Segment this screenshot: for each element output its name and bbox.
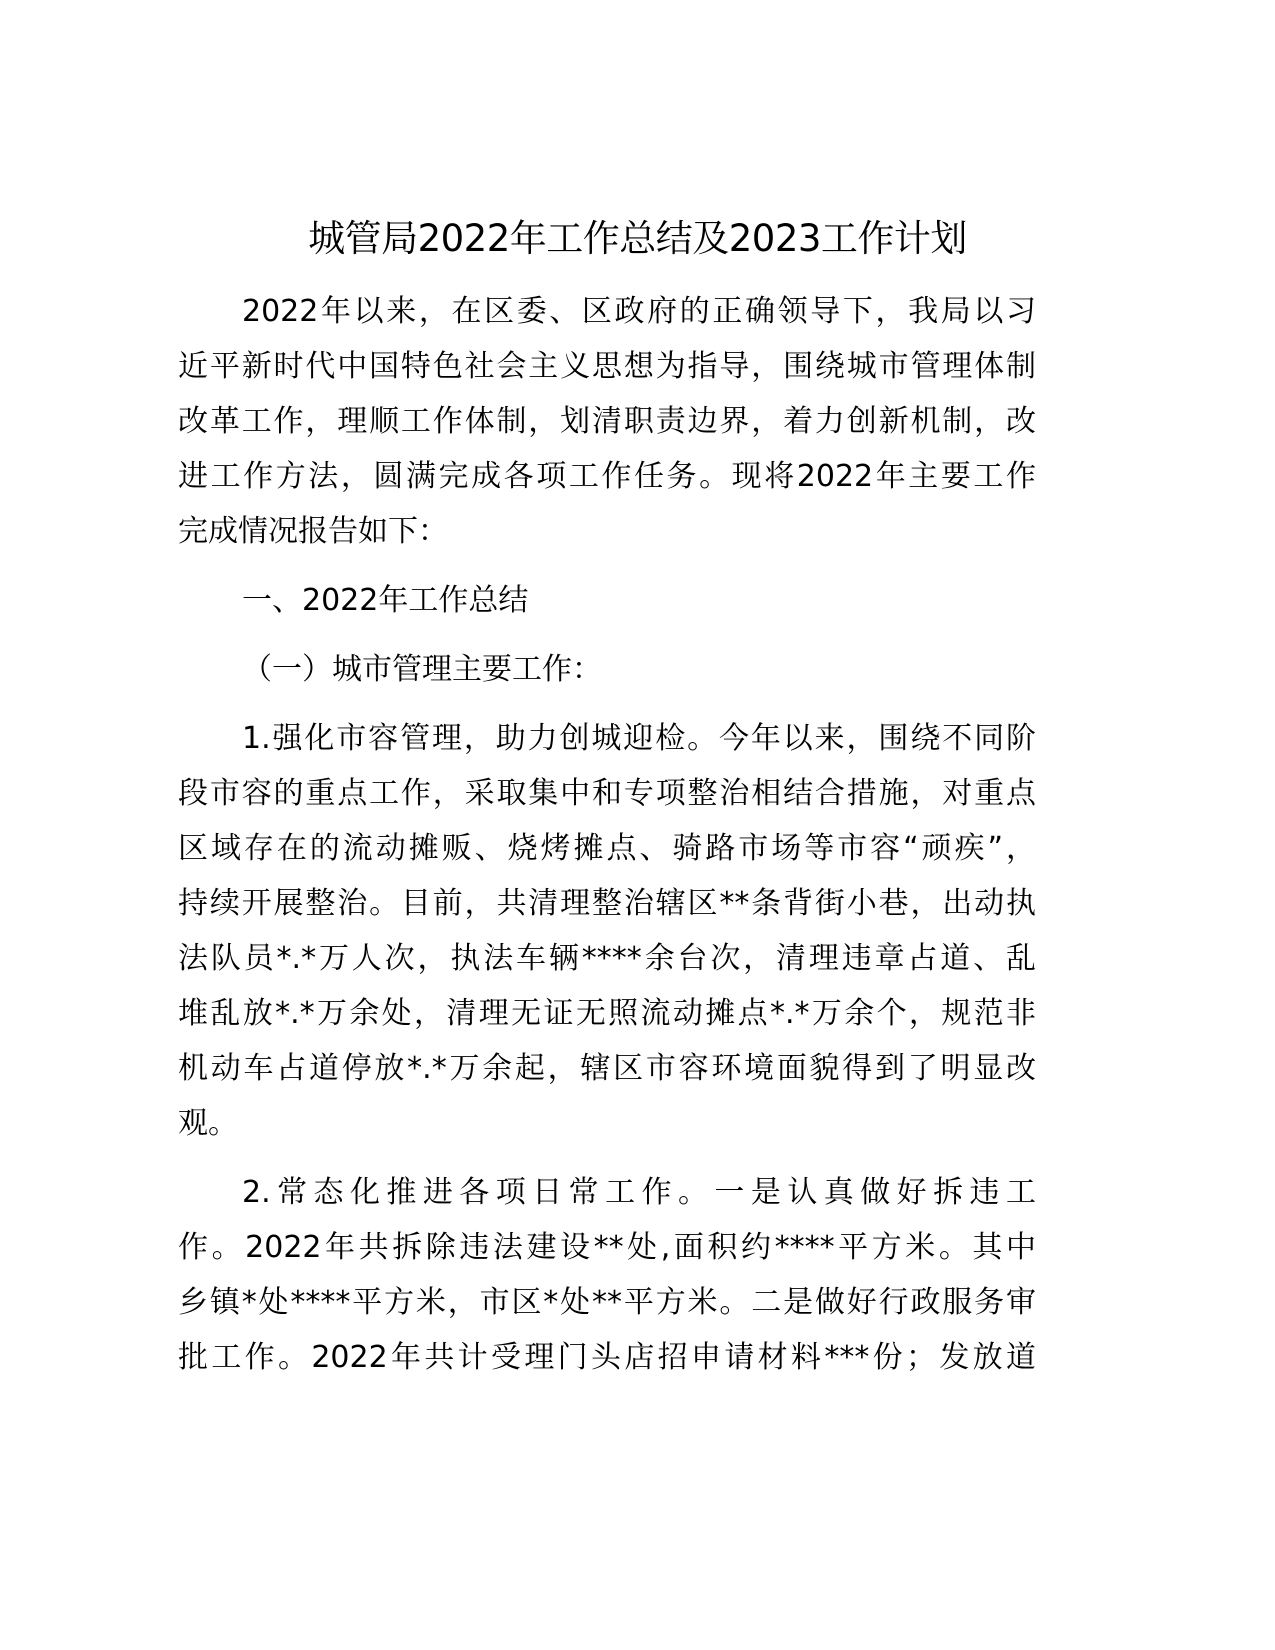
text-line: 乡镇*处****平方米，市区*处**平方米。二是做好行政服务审 (178, 1285, 1036, 1320)
paragraph (178, 284, 1036, 559)
text-line: 改革工作，理顺工作体制，划清职责边界，着力创新机制，改 (178, 404, 1036, 439)
text-line: 段市容的重点工作，采取集中和专项整治相结合措施，对重点 (178, 776, 1036, 811)
text-line: 完成情况报告如下： (178, 514, 448, 549)
paragraph (178, 573, 1036, 628)
text-line: 区域存在的流动摊贩、烧烤摊点、骑路市场等市容“顽疾”， (178, 831, 1036, 866)
text-line: 进工作方法，圆满完成各项工作任务。现将2022年主要工作 (178, 459, 1036, 494)
paragraph (178, 1165, 1036, 1385)
text-line: 1.强化市容管理，助力创城迎检。今年以来，围绕不同阶 (242, 721, 1036, 756)
text-line: 持续开展整治。目前，共清理整治辖区**条背街小巷，出动执 (178, 886, 1036, 921)
text-line: （一）城市管理主要工作： (242, 652, 602, 687)
text-line: 一、2022年工作总结 (242, 583, 529, 618)
text-line: 近平新时代中国特色社会主义思想为指导，围绕城市管理体制 (178, 349, 1036, 384)
document-title: 城管局2022年工作总结及2023工作计划 (308, 217, 967, 260)
document-body (178, 284, 1036, 1399)
text-line: 机动车占道停放*.*万余起，辖区市容环境面貌得到了明显改 (178, 1051, 1036, 1086)
text-line: 堆乱放*.*万余处，清理无证无照流动摊点*.*万余个，规范非 (178, 996, 1036, 1031)
text-line: 法队员*.*万人次，执法车辆****余台次，清理违章占道、乱 (178, 941, 1036, 976)
text-line: 2022年以来，在区委、区政府的正确领导下，我局以习 (242, 294, 1036, 329)
text-line: 作。2022年共拆除违法建设**处,面积约****平方米。其中 (178, 1230, 1036, 1265)
paragraph (178, 642, 1036, 697)
text-line: 批工作。2022年共计受理门头店招申请材料***份；发放道 (178, 1340, 1036, 1375)
paragraph (178, 711, 1036, 1151)
text-line: 2.常态化推进各项日常工作。一是认真做好拆违工 (242, 1175, 1036, 1210)
text-line: 观。 (178, 1106, 238, 1141)
